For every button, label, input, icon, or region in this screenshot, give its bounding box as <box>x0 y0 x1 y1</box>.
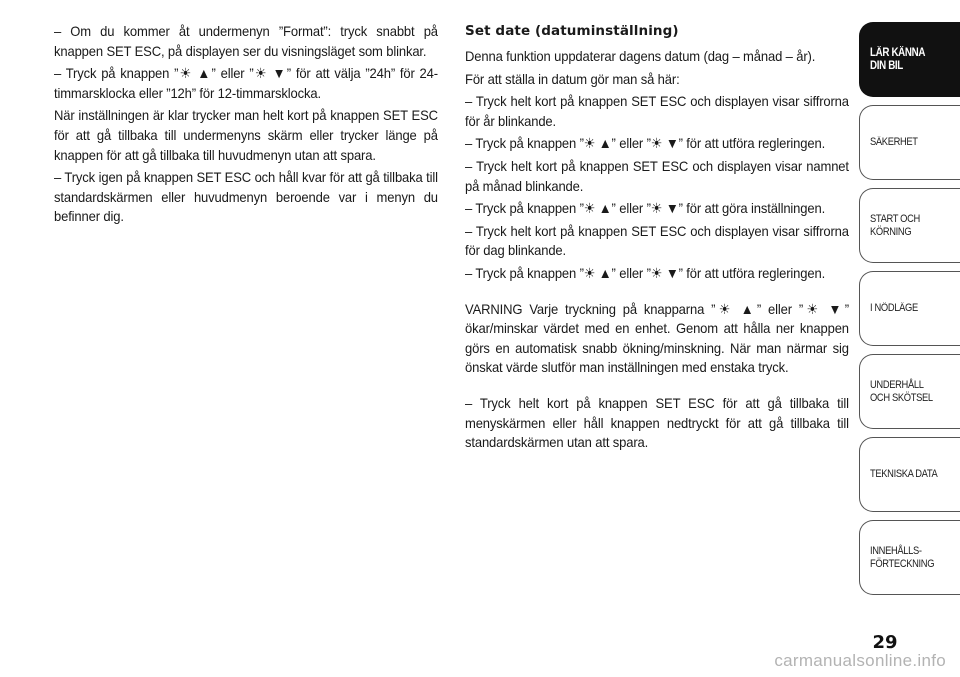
page-number: 29 <box>872 632 898 653</box>
right-paragraph-2: För att ställa in datum gör man så här: <box>465 70 680 87</box>
right-column <box>465 22 849 456</box>
right-paragraph-7: – Tryck helt kort på knappen SET ESC och displayen visar siffrorna för dag blinkande. <box>465 222 849 259</box>
tab-start-och-korning[interactable] <box>859 188 960 263</box>
tab-label: LÄR KÄNNA DIN BIL <box>870 47 926 72</box>
left-paragraph-3: När inställningen är klar trycker man helt kort på knappen SET ESC för att gå tillbaka till undermenyns skärm eller trycker länge på knappen för att gå tillbaka till huvudmenyn utan att spara. <box>54 107 438 163</box>
tab-innehallsforteckning[interactable] <box>859 520 960 595</box>
right-paragraph-8: – Tryck på knappen ”☀ ▲” eller ”☀ ▼” för att utföra regleringen. <box>465 264 826 281</box>
tab-label: UNDERHÅLL OCH SKÖTSEL <box>870 379 933 404</box>
left-paragraph-2: – Tryck på knappen ”☀ ▲” eller ”☀ ▼” för att välja ”24h” för 24-timmarsklocka eller ”12h” för 12-timmarsklocka. <box>54 65 438 101</box>
warning-paragraph: VARNING Varje tryckning på knapparna ”☀ ▲” eller ”☀ ▼” ökar/minskar värdet med en enhet. Genom att hålla ner knappen görs en automatisk snabb ökning/minskning. När man närmar sig önskat värde slutför man inställningen med enstaka tryck. <box>465 300 849 376</box>
left-paragraph-1: – Om du kommer åt undermenyn ”Format”: tryck snabbt på knappen SET ESC, på displayen ser du visningsläget som blinkar. <box>54 23 438 59</box>
tab-underhall-och-skotsel[interactable] <box>859 354 960 429</box>
right-paragraph-1: Denna funktion uppdaterar dagens datum (dag – månad – år). <box>465 48 816 64</box>
tab-i-nodlage[interactable] <box>859 271 960 346</box>
right-paragraph-10: – Tryck helt kort på knappen SET ESC för att gå tillbaka till menyskärmen eller håll knappen nedtryckt för att gå tillbaka till standardskärmen utan att spara. <box>465 394 849 451</box>
tab-tekniska-data[interactable] <box>859 437 960 512</box>
tab-label: START OCH KÖRNING <box>870 213 920 238</box>
left-column <box>54 22 438 230</box>
right-paragraph-3: – Tryck helt kort på knappen SET ESC och displayen visar siffrorna för år blinkande. <box>465 93 849 129</box>
tab-label: INNEHÅLLS- FÖRTECKNING <box>870 545 935 570</box>
right-paragraph-5: – Tryck helt kort på knappen SET ESC och displayen visar namnet på månad blinkande. <box>465 157 849 194</box>
chapter-sidebar <box>859 22 960 603</box>
right-paragraph-4: – Tryck på knappen ”☀ ▲” eller ”☀ ▼” för att utföra regleringen. <box>465 135 826 152</box>
watermark: carmanualsonline.info <box>774 651 946 670</box>
section-heading: Set date (datuminställning) <box>465 23 679 39</box>
tab-label: I NÖDLÄGE <box>870 302 918 315</box>
left-paragraph-4: – Tryck igen på knappen SET ESC och håll kvar för att gå tillbaka till standardskärmen eller huvudmenyn beroende var i menyn du befinner dig. <box>54 169 438 225</box>
tab-lar-kanna-din-bil[interactable] <box>859 22 960 97</box>
tab-label: TEKNISKA DATA <box>870 468 938 481</box>
tab-sakerhet[interactable] <box>859 105 960 180</box>
tab-label: SÄKERHET <box>870 136 918 149</box>
right-paragraph-6: – Tryck på knappen ”☀ ▲” eller ”☀ ▼” för att göra inställningen. <box>465 200 826 217</box>
